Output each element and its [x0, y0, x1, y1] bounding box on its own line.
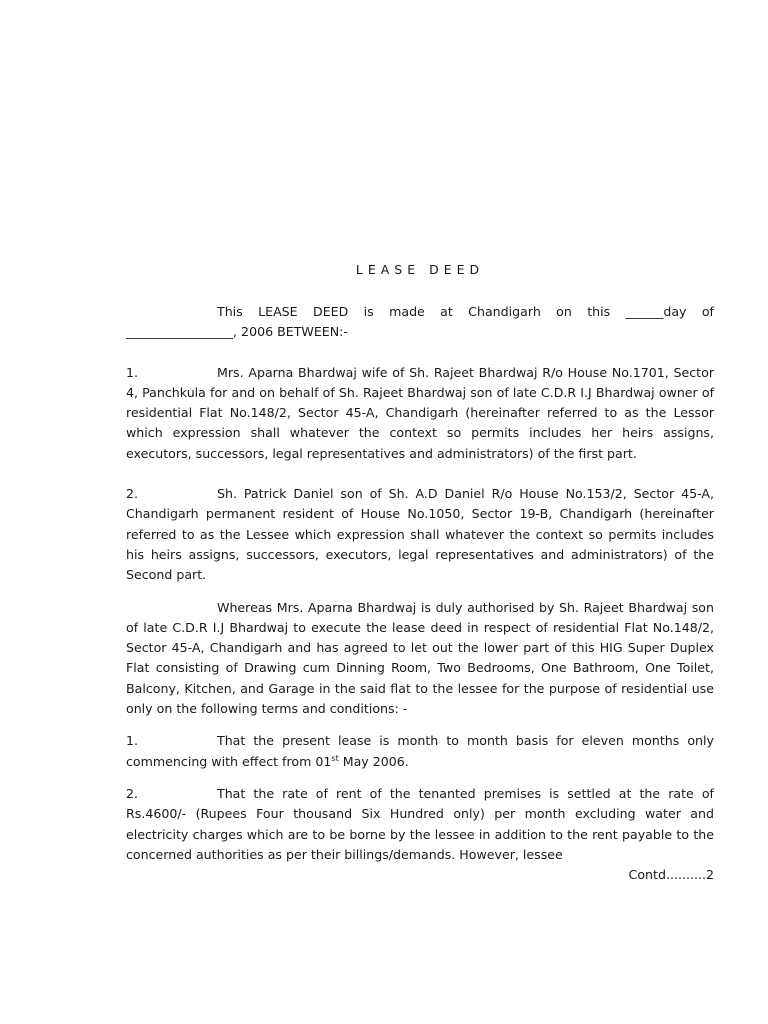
term1-number: 1. — [126, 733, 139, 749]
term1-text: That the present lease is month to month basis for eleven months only commencing with effect from 01 — [126, 733, 714, 769]
document-body — [126, 302, 714, 885]
term2-number: 2. — [126, 785, 139, 801]
whereas-paragraph — [126, 598, 714, 720]
term2-text: That the rate of rent of the tenanted premises is settled at the rate of Rs.4600/- (Rupees Four thousand Six Hundred only) per month excluding water and electricity charges which are to be borne by the lessee in addition to the rent payable to the concerned authorities as per their billings/demands. However, lessee — [126, 785, 714, 862]
document-title: LEASE DEED — [355, 262, 485, 277]
party2-paragraph — [126, 484, 714, 585]
party1-number: 1. — [126, 364, 139, 380]
party2-number: 2. — [126, 486, 139, 502]
intro-paragraph — [126, 302, 714, 343]
intro-text: This LEASE DEED is made at Chandigarh on this ______day of _________________, 2006 BETWEEN:- — [126, 304, 714, 340]
term1-text-end: May 2006. — [338, 753, 409, 769]
continued-marker: Contd..........2 — [628, 867, 714, 883]
term2-paragraph — [126, 784, 714, 865]
whereas-text: Whereas Mrs. Aparna Bhardwaj is duly authorised by Sh. Rajeet Bhardwaj son of late C.D.R I.J Bhardwaj to execute the lease deed in respect of residential Flat No.148/2, Sector 45-A, Chandigarh and has agreed to let out the lower part of this HIG Super Duplex Flat consisting of Drawing cum Dinning Room, Two Bedrooms, One Bathroom, One Toilet, Balcony, Kitchen, and Garage in the said flat to the lessee for the purpose of residential use only on the following terms and conditions: - — [126, 599, 714, 717]
party2-text: Sh. Patrick Daniel son of Sh. A.D Daniel R/o House No.153/2, Sector 45-A, Chandigarh permanent resident of House No.1050, Sector 19-B, Chandigarh (hereinafter referred to as the Lessee which expression shall whatever the context so permits includes his heirs assigns, successors, executors, legal representatives and administrators) of the Second part. — [126, 486, 714, 583]
party1-text: Mrs. Aparna Bhardwaj wife of Sh. Rajeet Bhardwaj R/o House No.1701, Sector 4, Panchkula for and on behalf of Sh. Rajeet Bhardwaj son of late C.D.R I.J Bhardwaj owner of residential Flat No.148/2, Sector 45-A, Chandigarh (hereinafter referred to as the Lessor which expression shall whatever the context so permits includes her heirs assigns, executors, successors, legal representatives and administrators) of the first part. — [126, 364, 714, 461]
term1-paragraph — [126, 731, 714, 772]
term1-superscript: st — [331, 753, 339, 763]
party1-paragraph — [126, 363, 714, 464]
